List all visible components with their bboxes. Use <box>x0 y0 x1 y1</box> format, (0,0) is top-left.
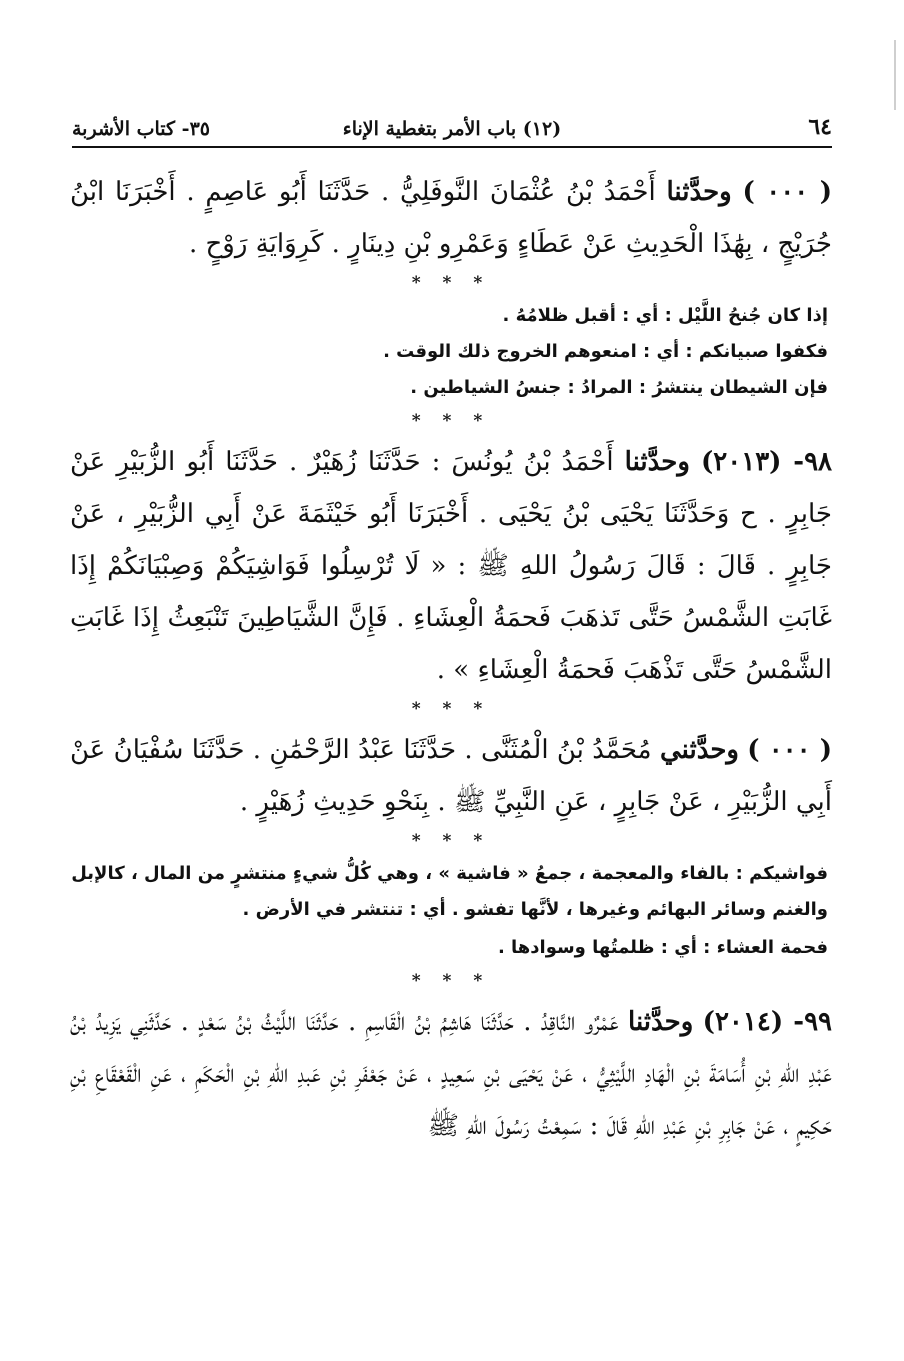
note-line: فحمة العشاء : أي : ظلمتُها وسوادها . <box>497 937 828 958</box>
hadith-number: ٩٨- (٢٠١٣) <box>700 447 833 477</box>
section-separator: * * * <box>411 699 491 719</box>
section-separator: * * * <box>411 273 491 293</box>
page-edge-mark <box>894 40 896 110</box>
section-separator: * * * <box>411 411 491 431</box>
hadith-lead: وحدَّثنا <box>666 177 732 207</box>
hadith-block <box>70 724 832 828</box>
hadith-block <box>70 996 832 1152</box>
hadith-block <box>70 166 832 270</box>
notes-block <box>70 298 832 406</box>
notes-block <box>70 856 832 966</box>
running-header <box>72 112 832 148</box>
hadith-text: أَحْمَدُ بْنُ عُثْمَانَ النَّوفَلِيُّ . حَدَّثَنَا أَبُو عَاصِمٍ . أَخْبَرَنَا ابْنُ جُرَيْجٍ ، بِهَٰذَا الْحَدِيثِ عَنْ عَطَاءٍ وَعَمْرِو بْنِ دِينَارٍ . كَرِوَايَةِ رَوْحٍ . <box>70 177 832 259</box>
hadith-number: ( ٠٠٠ ) <box>747 735 833 765</box>
section-separator: * * * <box>411 971 491 991</box>
note-line: فكفوا صبيانكم : أي : امنعوهم الخروج ذلك الوقت . <box>383 341 828 362</box>
hadith-lead: وحدَّثنا <box>624 447 690 477</box>
hadith-text: أَحْمَدُ بْنُ يُونُسَ : حَدَّثَنَا زُهَيْرٌ . حَدَّثَنَا أَبُو الزُّبَيْرِ عَنْ جَابِرٍ . ح وَحَدَّثَنَا يَحْيَى بْنُ يَحْيَى . أَخْبَرَنَا أَبُو خَيْثَمَةَ عَنْ أَبِي الزُّبَيْرِ ، عَنْ جَابِرٍ . قَالَ : قَالَ رَسُولُ اللهِ ﷺ : « لَا تُرْسِلُوا فَوَاشِيَكُمْ وَصِبْيَانَكُمْ إِذَا غَابَتِ الشَّمْسُ حَتَّى تَذهَبَ فَحمَةُ الْعِشَاءِ . فَإِنَّ الشَّيَاطِينَ تَنْبَعِثُ إِذَا غَابَتِ الشَّمْسُ حَتَّى تَذْهَبَ فَحمَةُ الْعِشَاءِ » . <box>70 447 832 685</box>
hadith-number: ( ٠٠٠ ) <box>742 177 833 207</box>
chapter-title: (١٢) باب الأمر بتغطية الإناء <box>342 118 562 140</box>
hadith-text: عَمْرٌو النَّاقِدُ . حَدَّثَنَا هَاشِمُ بْنُ الْقَاسِمِ . حَدَّثَنَا اللَّيْثُ بْنُ سَعْدٍ . حَدَّثَنِي يَزِيدُ بْنُ عَبْدِ اللهِ بْنِ أُسَامَةَ بْنِ الْهَادِ اللَّيْثِيُّ ، عَنْ يَحْيَى بْنِ سَعِيدٍ ، عَنْ جَعْفَرِ بْنِ عَبدِ اللهِ بْنِ الْحَكَمِ ، عَنِ الْقَعْقَاعِ بْنِ حَكِيمٍ ، عَنْ جَابِرِ بْنِ عَبْدِ اللهِ قَالَ : سَمِعْتُ رَسُولَ اللهِ ﷺ <box>70 1007 832 1141</box>
hadith-number: ٩٩- (٢٠١٤) <box>702 1007 832 1037</box>
page-body <box>70 166 832 1152</box>
hadith-text: مُحَمَّدُ بْنُ الْمُثَنَّى . حَدَّثَنَا عَبْدُ الرَّحْمَٰنِ . حَدَّثَنَا سُفْيَانُ عَنْ أَبِي الزُّبَيْرِ ، عَنْ جَابِرٍ ، عَنِ النَّبِيِّ ﷺ . بِنَحْوِ حَدِيثِ زُهَيْرٍ . <box>70 735 832 817</box>
section-separator: * * * <box>411 831 491 851</box>
note-line: إذا كان جُنحُ اللَّيْل : أي : أقبل ظلامُهُ . <box>502 305 828 326</box>
book-title: ٣٥- كتاب الأشربة <box>72 118 210 140</box>
note-line: فواشيكم : بالفاء والمعجمة ، جمعُ « فاشية » ، وهي كُلُّ شيءٍ منتشرٍ من المال ، كالإبل والغنم وسائر البهائم وغيرها ، لأنَّها تفشو . أي : تنتشر في الأرض . <box>71 863 828 920</box>
hadith-lead: وحدَّثنا <box>628 1007 694 1037</box>
note-line: فإن الشيطان ينتشرُ : المرادُ : جنسُ الشياطين . <box>410 377 828 398</box>
page-number: ٦٤ <box>808 114 832 140</box>
hadith-block <box>70 436 832 696</box>
hadith-lead: وحدَّثني <box>659 735 739 765</box>
